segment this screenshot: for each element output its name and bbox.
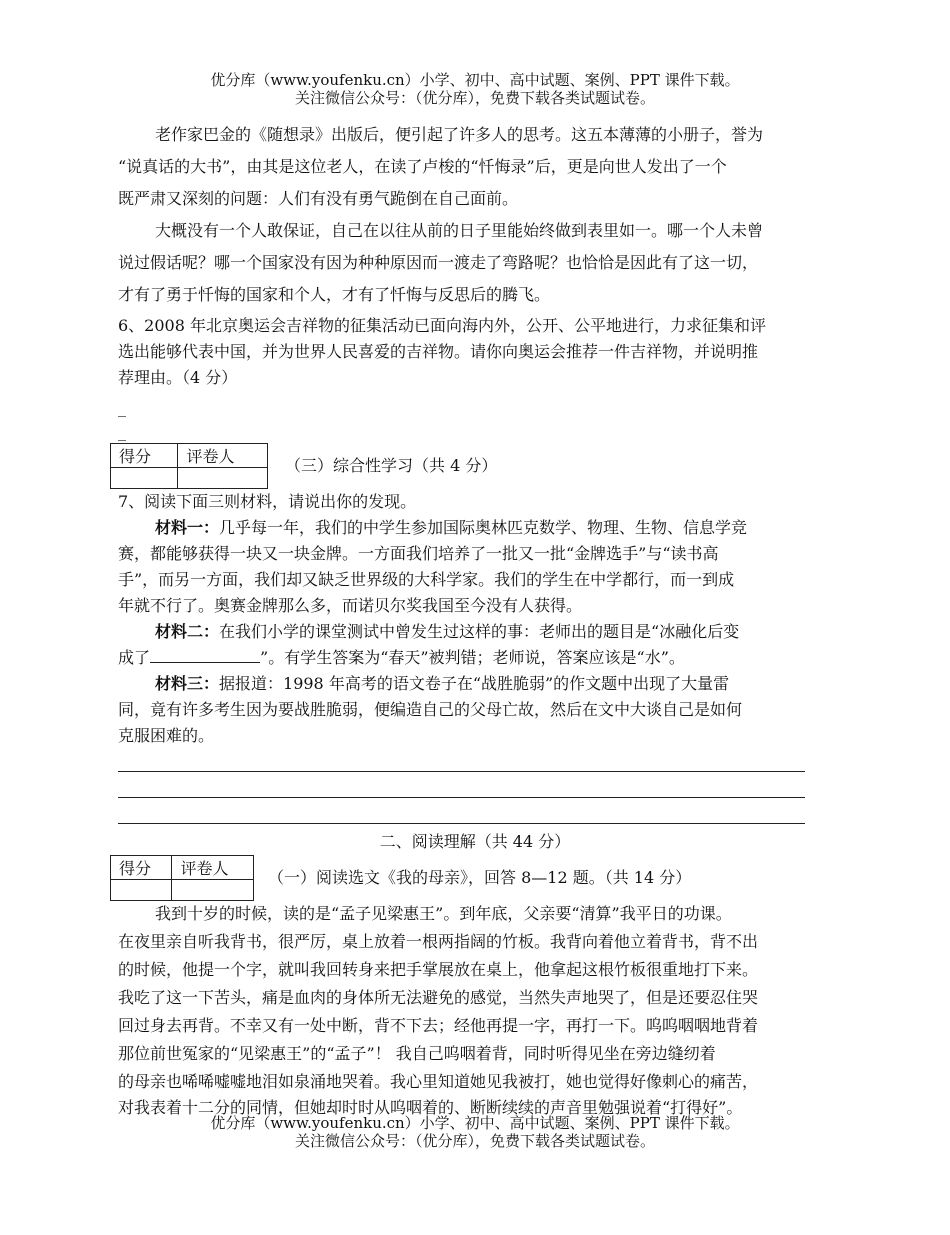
material-1-text: 几乎每一年，我们的中学生参加国际奥林匹克数学、物理、生物、信息学竞 xyxy=(219,518,748,537)
score-cell-input[interactable] xyxy=(111,468,178,489)
score-table xyxy=(110,443,268,489)
material-3-line: 同，竟有许多考生因为要战胜脆弱，便编造自己的父母亡故，然后在文中大谈自己是如何 xyxy=(118,700,743,719)
material-1-line: 手”，而另一方面，我们却又缺乏世界级的大科学家。我们的学生在中学都行，而一到成 xyxy=(118,570,735,589)
header-line-1: 优分库（www.youfenku.cn）小学、初中、高中试题、案例、PPT 课件下载。 xyxy=(210,71,740,89)
story-line: 在夜里亲自听我背书，很严厉，桌上放着一根两指阔的竹板。我背向着他立着背书，背不出 xyxy=(118,932,759,951)
story-line: 我到十岁的时候，读的是“孟子见梁惠王”。到年底，父亲要“清算”我平日的功课。 xyxy=(155,904,732,923)
material-2-line xyxy=(118,648,685,668)
material-3-label: 材料三： xyxy=(155,674,220,693)
footer-line-1: 优分库（www.youfenku.cn）小学、初中、高中试题、案例、PPT 课件下载。 xyxy=(210,1114,740,1132)
story-line: 那位前世冤家的“见梁惠王”的“孟子”！ 我自己呜咽着背，同时听得见坐在旁边缝纫着 xyxy=(118,1044,716,1063)
passage-line: 才有了勇于忏悔的国家和个人，才有了忏悔与反思后的腾飞。 xyxy=(118,285,551,304)
material-2-pre: 成了 xyxy=(118,648,151,667)
passage-line: “说真话的大书”，由其是这位老人，在读了卢梭的“忏悔录”后，更是向世人发出了一个 xyxy=(118,157,727,176)
grader-cell-label: 评卷人 xyxy=(172,856,254,880)
passage-line: 既严肃又深刻的问题：人们有没有勇气跪倒在自己面前。 xyxy=(118,189,519,208)
score-cell-input[interactable] xyxy=(111,880,172,901)
question-6-line: 选出能够代表中国，并为世界人民喜爱的吉祥物。请你向奥运会推荐一件吉祥物，并说明推 xyxy=(118,342,759,361)
answer-line[interactable] xyxy=(118,797,805,798)
grader-cell-input[interactable] xyxy=(178,468,268,489)
story-line: 对我表着十二分的同情，但她却时时从呜咽着的、断断续续的声音里勉强说着“打得好”。 xyxy=(118,1098,743,1117)
material-2-line xyxy=(155,622,739,642)
material-1-label: 材料一： xyxy=(155,518,220,537)
header-line-2: 关注微信公众号：（优分库），免费下载各类试题试卷。 xyxy=(294,89,655,107)
score-cell-label: 得分 xyxy=(111,444,178,468)
story-line: 回过身去再背。不幸又有一处中断，背不下去；经他再提一字，再打一下。呜呜咽咽地背着 xyxy=(118,1016,759,1035)
answer-mark: _ xyxy=(118,422,126,441)
story-line: 的母亲也唏唏嘘嘘地泪如泉涌地哭着。我心里知道她见我被打，她也觉得好像刺心的痛苦， xyxy=(118,1072,759,1091)
question-6-line: 6、2008 年北京奥运会吉祥物的征集活动已面向海内外，公开、公平地进行，力求征集和评 xyxy=(118,316,766,335)
answer-mark: _ xyxy=(118,398,126,417)
material-1-line: 年就不行了。奥赛金牌那么多，而诺贝尔奖我国至今没有人获得。 xyxy=(118,596,583,615)
material-1-line: 赛，都能够获得一块又一块金牌。一方面我们培养了一批又一批“金牌选手”与“读书高 xyxy=(118,544,719,563)
answer-line[interactable] xyxy=(118,823,805,824)
material-2-label: 材料二： xyxy=(155,622,220,641)
story-line: 我吃了这一下苦头，痛是血肉的身体所无法避免的感觉，当然失声地哭了，但是还要忍住哭 xyxy=(118,988,759,1007)
answer-line[interactable] xyxy=(118,771,805,772)
material-3-line: 克服困难的。 xyxy=(118,726,215,745)
question-6-line: 荐理由。（4 分） xyxy=(118,368,238,387)
passage-line: 大概没有一个人敢保证，自己在以往从前的日子里能始终做到表里如一。哪一个人未曾 xyxy=(155,221,764,240)
part-2-title: 二、阅读理解（共 44 分） xyxy=(379,832,571,851)
material-2-post: ”。有学生答案为“春天”被判错；老师说，答案应该是“水”。 xyxy=(260,648,685,667)
material-3-text: 据报道：1998 年高考的语文卷子在“战胜脆弱”的作文题中出现了大量雷 xyxy=(219,674,730,693)
score-cell-label: 得分 xyxy=(111,856,172,880)
section-1-title: （一）阅读选文《我的母亲》，回答 8—12 题。（共 14 分） xyxy=(268,868,692,887)
section-3-title: （三）综合性学习（共 4 分） xyxy=(285,456,498,475)
fill-blank[interactable] xyxy=(150,648,260,663)
passage-line: 老作家巴金的《随想录》出版后，便引起了许多人的思考。这五本薄薄的小册子，誉为 xyxy=(155,125,764,144)
material-1-line xyxy=(155,518,747,538)
grader-cell-input[interactable] xyxy=(172,880,254,901)
score-table xyxy=(110,855,254,901)
story-line: 的时候，他提一个字，就叫我回转身来把手掌展放在桌上，他拿起这根竹板很重地打下来。 xyxy=(118,960,759,979)
passage-line: 说过假话呢？哪一个国家没有因为种种原因而一渡走了弯路呢？也恰恰是因此有了这一切， xyxy=(118,253,759,272)
grader-cell-label: 评卷人 xyxy=(178,444,268,468)
question-7-intro: 7、阅读下面三则材料，请说出你的发现。 xyxy=(118,492,417,511)
footer-line-2: 关注微信公众号：（优分库），免费下载各类试题试卷。 xyxy=(294,1132,655,1150)
material-3-line xyxy=(155,674,729,694)
material-2-text: 在我们小学的课堂测试中曾发生过这样的事：老师出的题目是“冰融化后变 xyxy=(219,622,740,641)
